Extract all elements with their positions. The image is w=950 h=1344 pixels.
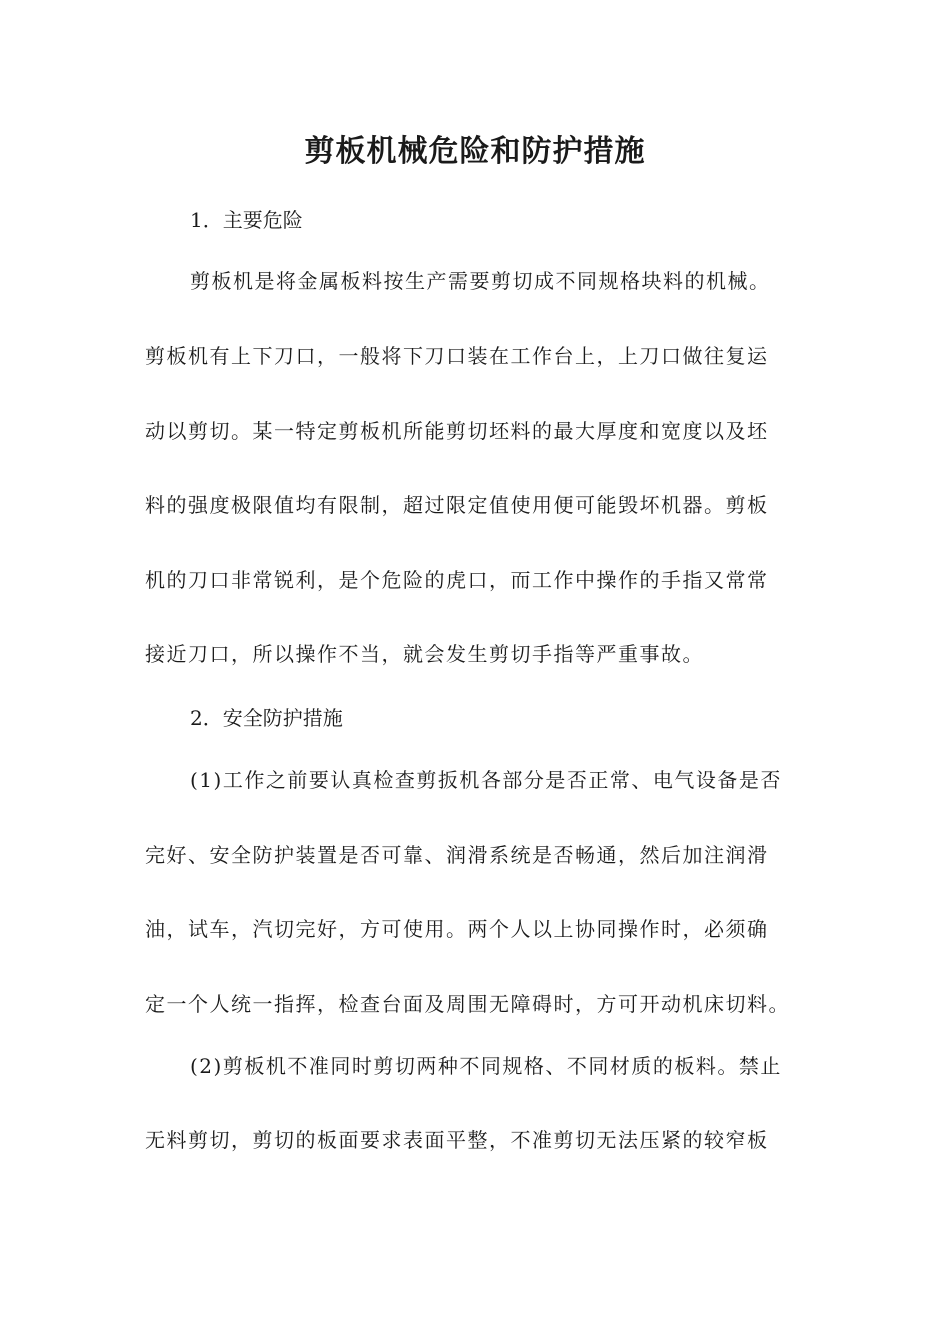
paragraph-line: 机的刀口非常锐利，是个危险的虎口，而工作中操作的手指又常常	[145, 568, 769, 592]
paragraph-line: 剪板机有上下刀口，一般将下刀口装在工作台上，上刀口做往复运	[145, 344, 769, 368]
paragraph-line: (1)工作之前要认真检查剪扳机各部分是否正常、电气设备是否	[190, 768, 782, 792]
paragraph-line: 动以剪切。某一特定剪板机所能剪切坯料的最大厚度和宽度以及坯	[145, 419, 769, 443]
paragraph-line: 料的强度极限值均有限制，超过限定值使用便可能毁坏机器。剪板	[145, 493, 769, 517]
section-heading-safety-measures: 2．安全防护措施	[190, 706, 343, 730]
paragraph-line: 油，试车，汽切完好，方可使用。两个人以上协同操作时，必须确	[145, 917, 769, 941]
paragraph-line: 剪板机是将金属板料按生产需要剪切成不同规格块料的机械。	[190, 269, 771, 293]
paragraph-line: 接近刀口，所以操作不当，就会发生剪切手指等严重事故。	[145, 642, 704, 666]
paragraph-line: 完好、安全防护装置是否可靠、润滑系统是否畅通，然后加注润滑	[145, 843, 769, 867]
paragraph-line: 定一个人统一指挥，检查台面及周围无障碍时，方可开动机床切料。	[145, 992, 790, 1016]
document-title: 剪板机械危险和防护措施	[304, 134, 646, 169]
section-heading-main-hazards: 1．主要危险	[190, 208, 303, 232]
paragraph-line: 无料剪切，剪切的板面要求表面平整，不准剪切无法压紧的较窄板	[145, 1128, 769, 1152]
paragraph-line: (2)剪板机不准同时剪切两种不同规格、不同材质的板料。禁止	[190, 1054, 782, 1078]
